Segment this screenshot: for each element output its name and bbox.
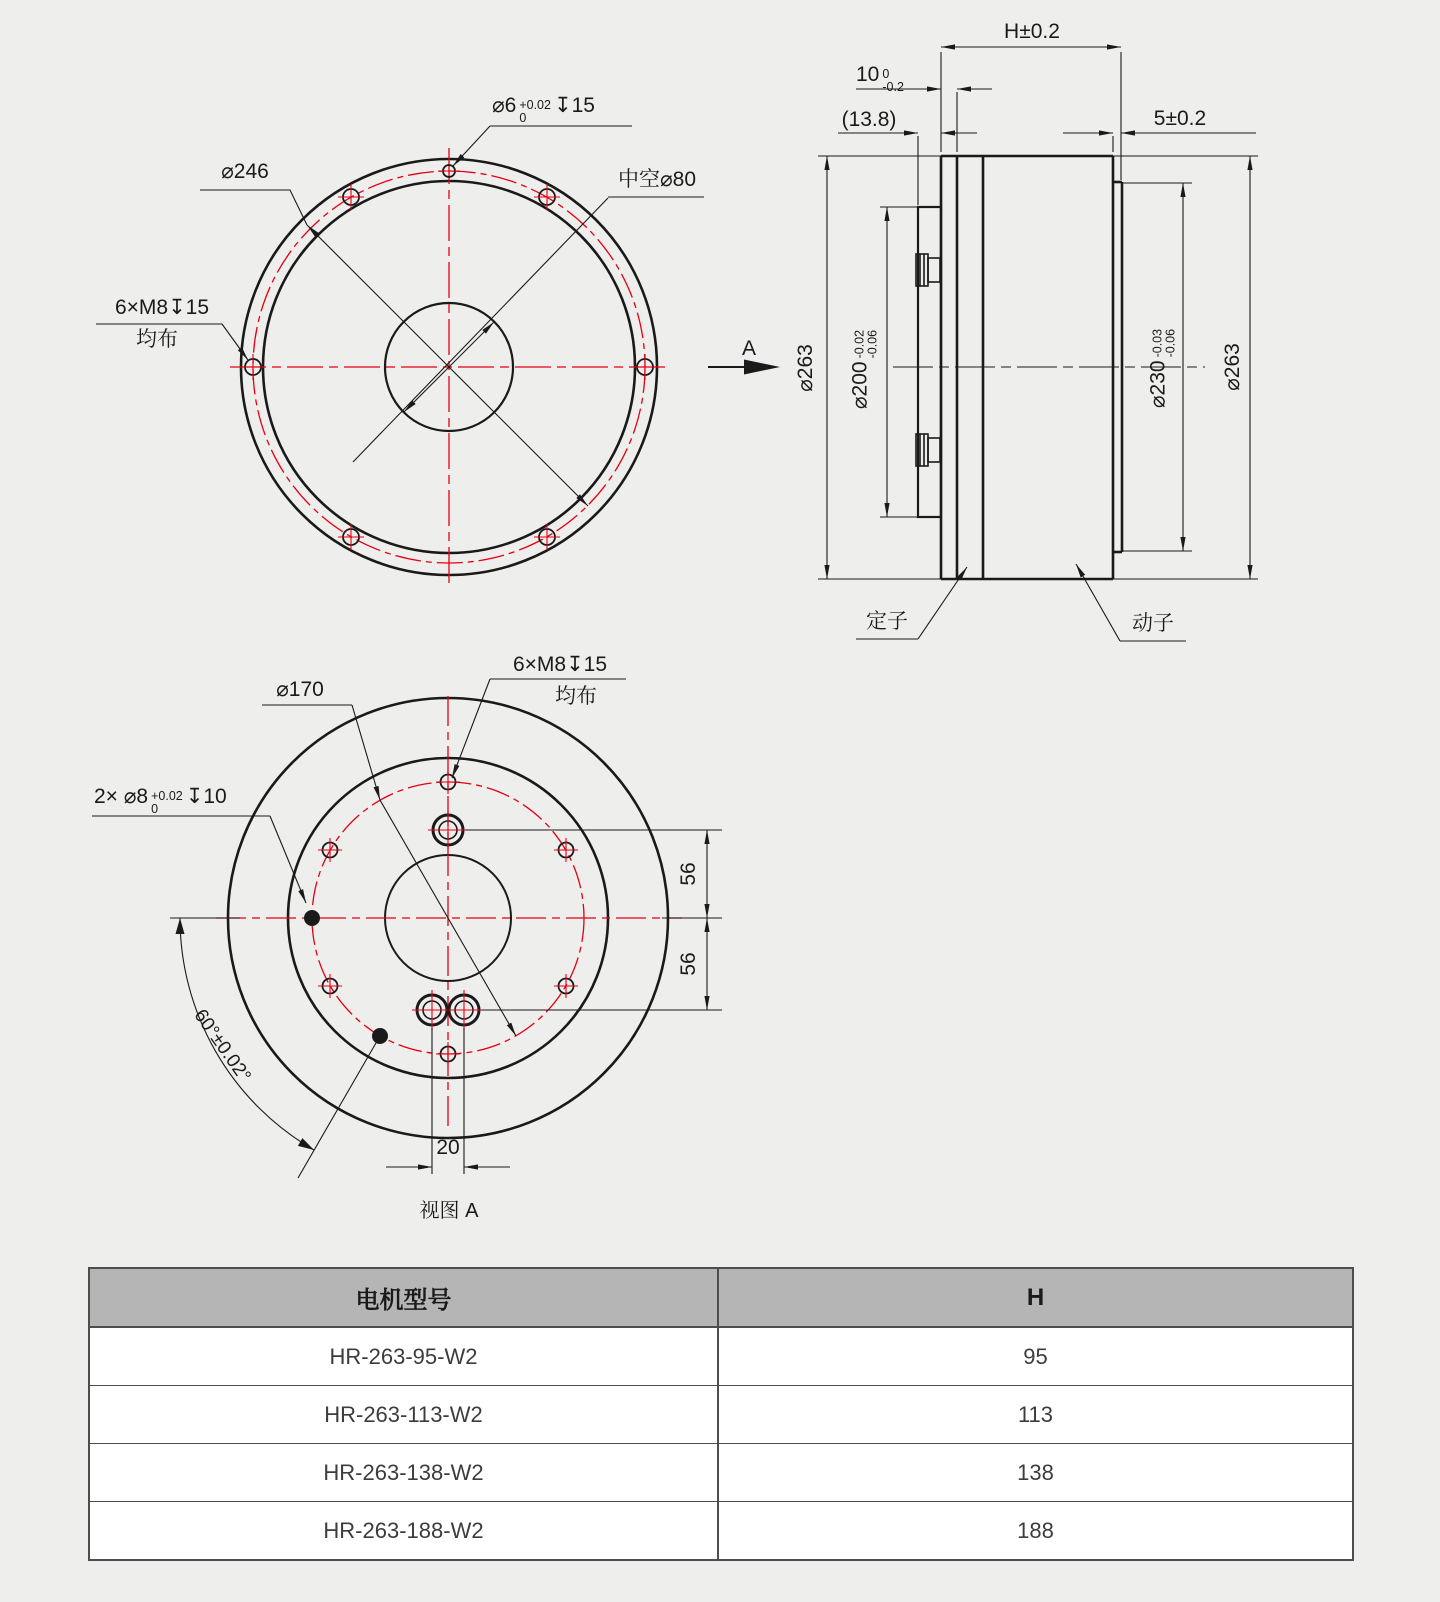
- rear-dim-20: 20: [436, 1136, 460, 1160]
- rear-dim-56-top: 56: [677, 862, 701, 886]
- rear-angle-dim: 60°±0.02°: [189, 1005, 255, 1087]
- table-row: [89, 1502, 1353, 1561]
- header-h: H: [718, 1268, 1353, 1327]
- dim-text: ⌀6: [492, 94, 517, 117]
- header-motor-model: 电机型号: [89, 1268, 718, 1327]
- tolerance-stack: +0.02 0: [519, 98, 551, 126]
- view-a-arrow: [708, 360, 780, 375]
- cell-model: HR-263-113-W2: [89, 1386, 718, 1444]
- tolerance-stack: 0 -0.2: [882, 67, 904, 95]
- side-dim-h: H±0.2: [1004, 20, 1060, 44]
- view-direction-label: A: [741, 337, 757, 361]
- tolerance-stack: -0.02 -0.06: [852, 329, 880, 359]
- front-bolt-circle-dim: ⌀246: [221, 160, 269, 184]
- cell-model: HR-263-188-W2: [89, 1502, 718, 1561]
- side-dia230: ⌀230 -0.03 -0.06: [1146, 328, 1178, 409]
- tolerance-stack: +0.02 0: [151, 789, 183, 817]
- front-m8-dim-line1: 6×M8↧15: [114, 296, 210, 320]
- cell-h: 188: [718, 1502, 1353, 1561]
- rear-view: [92, 679, 722, 1178]
- rotor-label: 动子: [1132, 612, 1174, 636]
- rear-dimensions: [92, 679, 722, 1178]
- cable-glands: [916, 254, 940, 466]
- front-pin-hole-dim: [492, 94, 595, 125]
- table-row: [89, 1327, 1353, 1386]
- side-dim-10: 10 0 -0.2: [856, 63, 904, 95]
- front-view: [96, 126, 704, 586]
- motor-spec-table: [88, 1267, 1354, 1561]
- view-a-caption: 视图 A: [419, 1199, 479, 1222]
- side-dia263-left: ⌀263: [794, 344, 818, 392]
- cell-model: HR-263-95-W2: [89, 1327, 718, 1386]
- rear-dia170-dim: ⌀170: [276, 678, 324, 702]
- rear-dim-56-bottom: 56: [677, 952, 701, 976]
- table-header-row: [89, 1268, 1353, 1327]
- table-row: [89, 1444, 1353, 1502]
- depth-text: ↧15: [553, 94, 595, 117]
- rear-m8-dim-line2: 均布: [555, 685, 597, 709]
- cell-h: 138: [718, 1444, 1353, 1502]
- cell-h: 95: [718, 1327, 1353, 1386]
- cell-h: 113: [718, 1386, 1353, 1444]
- side-dia263-right: ⌀263: [1221, 343, 1245, 391]
- table-row: [89, 1386, 1353, 1444]
- cell-model: HR-263-138-W2: [89, 1444, 718, 1502]
- rear-pin-dim: 2× ⌀8 +0.02 0 ↧10: [94, 785, 227, 817]
- side-dim-5: 5±0.2: [1153, 107, 1207, 131]
- rear-m8-dim-line1: 6×M8↧15: [512, 653, 608, 677]
- front-m8-dim-line2: 均布: [136, 328, 178, 352]
- side-dim-138: (13.8): [841, 108, 897, 132]
- front-hollow-dim: 中空⌀80: [617, 168, 697, 192]
- stator-label: 定子: [866, 610, 908, 634]
- side-dia200: ⌀200 -0.02 -0.06: [848, 329, 880, 410]
- rear-pin-holes: [305, 911, 388, 1044]
- tolerance-stack: -0.03 -0.06: [1150, 328, 1178, 358]
